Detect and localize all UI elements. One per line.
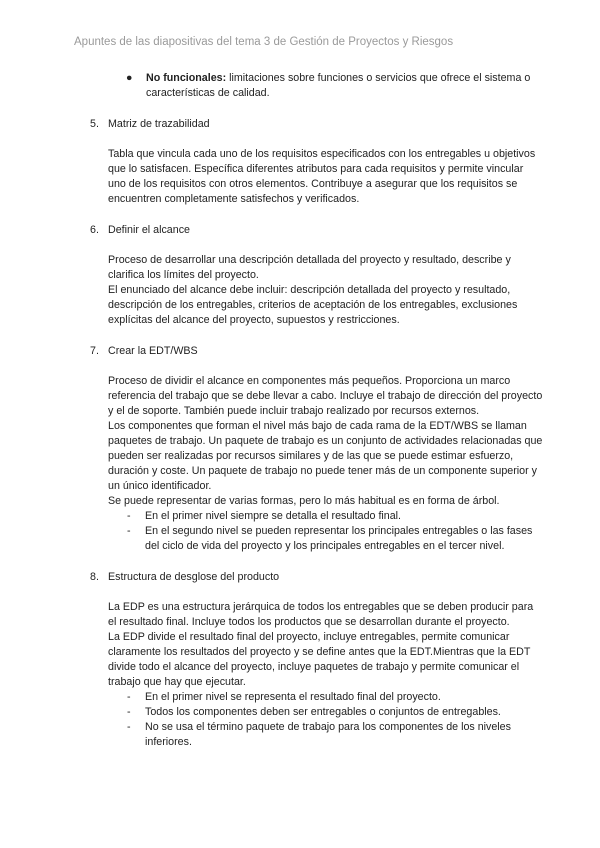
paragraph: Proceso de desarrollar una descripción detallada del proyecto y resultado, describe y clarifica los límites del proyecto. [108, 254, 511, 281]
section-5 [74, 117, 544, 207]
list-item [127, 720, 544, 750]
page-header: Apuntes de las diapositivas del tema 3 de Gestión de Proyectos y Riesgos [74, 36, 454, 48]
list-item-text: Todos los componentes deben ser entregables o conjuntos de entregables. [145, 706, 501, 718]
section-title: Crear la EDT/WBS [108, 345, 198, 357]
bullet-dot: ● [126, 72, 133, 84]
section-heading [74, 117, 544, 132]
list-item [127, 705, 544, 720]
list-item-text: No se usa el término paquete de trabajo para los componentes de los niveles inferiores. [145, 721, 511, 748]
dash-marker: - [127, 691, 131, 703]
section-title: Matriz de trazabilidad [108, 118, 210, 130]
list-item-text: En el primer nivel siempre se detalla el resultado final. [145, 510, 402, 522]
section-6 [74, 223, 544, 328]
dash-marker: - [127, 510, 131, 522]
section-heading [74, 223, 544, 238]
bullet-bold-label: No funcionales: [146, 72, 227, 84]
paragraph: Los componentes que forman el nivel más bajo de cada rama de la EDT/WBS se llaman paquetes de trabajo. Un paquete de trabajo es un conjunto de actividades relacionadas que pueden ser realizadas por recursos similares y de las que se puede estimar esfuerzo, duración y coste. Un paquete de trabajo no puede tener más de un componente superior y un único identificador. [108, 420, 543, 492]
bullet-text: limitaciones sobre funciones o servicios que ofrece el sistema o características de calidad. [146, 72, 531, 99]
dash-marker: - [127, 721, 131, 733]
paragraph: El enunciado del alcance debe incluir: descripción detallada del proyecto y resultado, descripción de los entregables, criterios de aceptación de los entregables, exclusiones explícitas del alcance del proyecto, supuestos y restricciones. [108, 284, 518, 326]
section-number: 6. [90, 224, 99, 236]
list-item [127, 690, 544, 705]
dash-marker: - [127, 525, 131, 537]
dash-list [74, 690, 544, 750]
paragraph: La EDP divide el resultado final del proyecto, incluye entregables, permite comunicar claramente los resultados del proyecto y se define antes que la EDT.Mientras que la EDT divide todo el alcance del proyecto, incluye paquetes de trabajo y permite comunicar el trabajo que hay que ejecutar. [108, 631, 531, 688]
section-body [74, 253, 544, 328]
section-body [74, 374, 544, 509]
list-item [127, 524, 544, 554]
section-heading [74, 344, 544, 359]
sections-container [74, 117, 544, 750]
section-heading [74, 570, 544, 585]
section-number: 8. [90, 571, 99, 583]
paragraph: Proceso de dividir el alcance en componentes más pequeños. Proporciona un marco referencia del trabajo que se debe llevar a cabo. Incluye el trabajo de dirección del proyecto y el de soporte. También puede incluir trabajo realizado por recursos externos. [108, 375, 543, 417]
section-title: Estructura de desglose del producto [108, 571, 280, 583]
section-title: Definir el alcance [108, 224, 190, 236]
paragraph: Tabla que vincula cada uno de los requisitos especificados con los entregables u objetivos que lo satisfacen. Específica diferentes atributos para cada requisitos y permite vincular uno de los requisitos con otros elementos. Contribuye a asegurar que los requisitos se encuentren completamente satisfechos y verificados. [108, 148, 536, 205]
dash-list [74, 509, 544, 554]
section-number: 5. [90, 118, 99, 130]
top-bullet-item [74, 71, 544, 101]
dash-marker: - [127, 706, 131, 718]
section-body [74, 147, 544, 207]
paragraph: La EDP es una estructura jerárquica de todos los entregables que se deben producir para el resultado final. Incluye todos los productos que se desarrollan durante el proyecto. [108, 601, 534, 628]
paragraph: Se puede representar de varias formas, pero lo más habitual es en forma de árbol. [108, 495, 500, 507]
list-item-text: En el segundo nivel se pueden representar los principales entregables o las fases del ciclo de vida del proyecto y los principales entregables en el tercer nivel. [145, 525, 533, 552]
section-number: 7. [90, 345, 99, 357]
list-item [127, 509, 544, 524]
section-7 [74, 344, 544, 554]
list-item-text: En el primer nivel se representa el resultado final del proyecto. [145, 691, 441, 703]
section-body [74, 600, 544, 690]
document-body [74, 71, 544, 750]
section-8 [74, 570, 544, 750]
